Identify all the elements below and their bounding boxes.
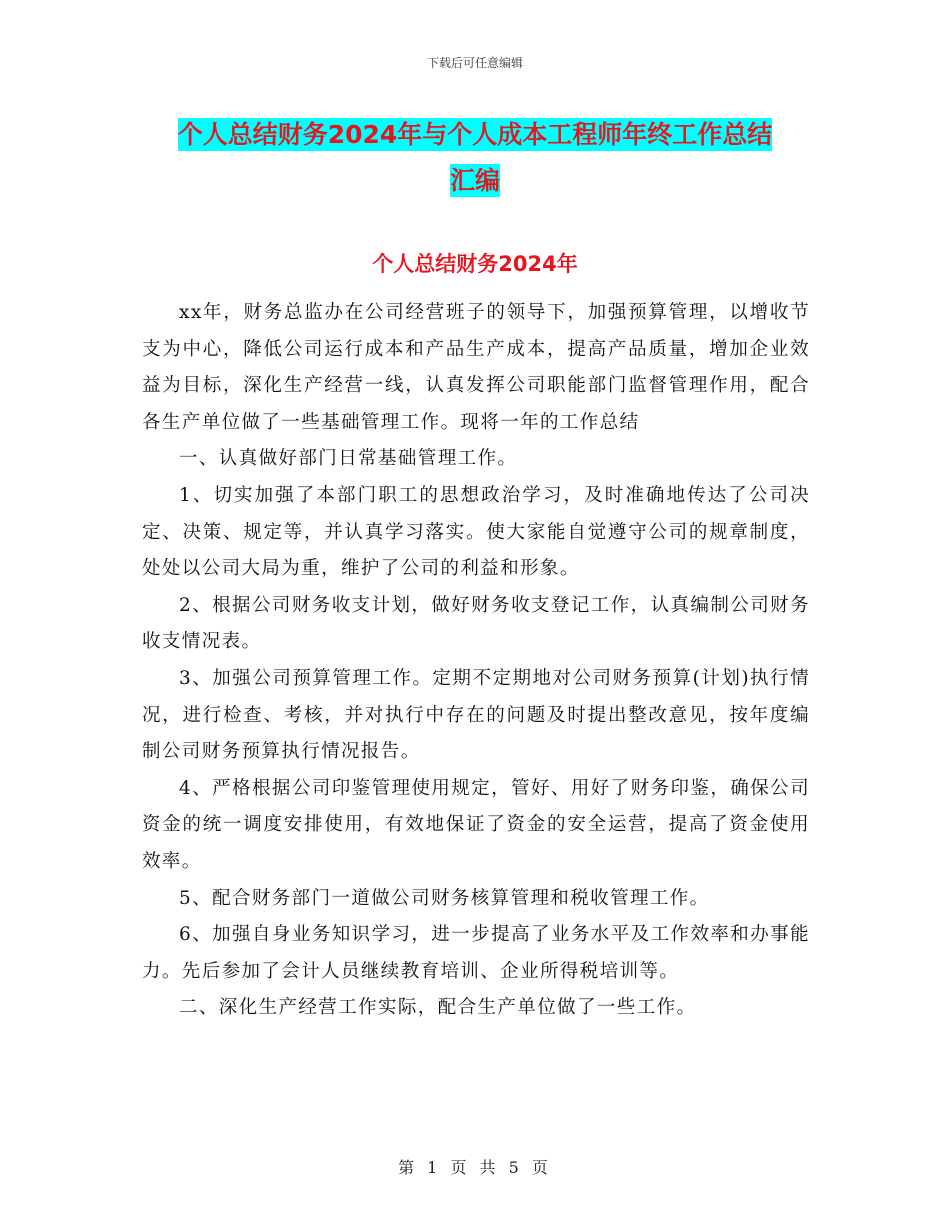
title-line-2: 汇编 xyxy=(449,166,500,195)
paragraph-item-1: 1、切实加强了本部门职工的思想政治学习，及时准确地传达了公司决定、决策、规定等，并认真学习落实。使大家能自觉遵守公司的规章制度，处处以公司大局为重，维护了公司的利益和形象。 xyxy=(142,484,810,580)
paragraph-item-4: 4、严格根据公司印鉴管理使用规定，管好、用好了财务印鉴，确保公司资金的统一调度安排使用，有效地保证了资金的安全运营，提高了资金使用效率。 xyxy=(142,777,810,872)
body-text xyxy=(142,295,810,1027)
paragraph-heading-1: 一、认真做好部门日常基础管理工作。 xyxy=(179,448,518,470)
header-note: 下载后可任意编辑 xyxy=(426,56,523,70)
paragraph-heading-2: 二、深化生产经营工作实际，配合生产单位做了一些工作。 xyxy=(179,997,697,1019)
paragraph-intro: xx年，财务总监办在公司经营班子的领导下，加强预算管理，以增收节支为中心，降低公司运行成本和产品生产成本，提高产品质量，增加企业效益为目标，深化生产经营一线，认真发挥公司职能部门监督管理作用，配合各生产单位做了一些基础管理工作。现将一年的工作总结 xyxy=(142,302,810,433)
paragraph-item-5: 5、配合财务部门一道做公司财务核算管理和税收管理工作。 xyxy=(179,887,710,909)
document-title xyxy=(140,112,810,204)
paragraph-item-6: 6、加强自身业务知识学习，进一步提高了业务水平及工作效率和办事能力。先后参加了会计人员继续教育培训、企业所得税培训等。 xyxy=(142,924,810,982)
title-line-1: 个人总结财务2024年与个人成本工程师年终工作总结 xyxy=(177,120,773,149)
paragraph-item-2: 2、根据公司财务收支计划，做好财务收支登记工作，认真编制公司财务收支情况表。 xyxy=(142,594,810,653)
page-footer: 第 1 页 共 5 页 xyxy=(398,1158,552,1177)
section-subtitle: 个人总结财务2024年 xyxy=(372,252,578,276)
paragraph-item-3: 3、加强公司预算管理工作。定期不定期地对公司财务预算(计划)执行情况，进行检查、考核，并对执行中存在的问题及时提出整改意见，按年度编制公司财务预算执行情况报告。 xyxy=(142,667,810,763)
